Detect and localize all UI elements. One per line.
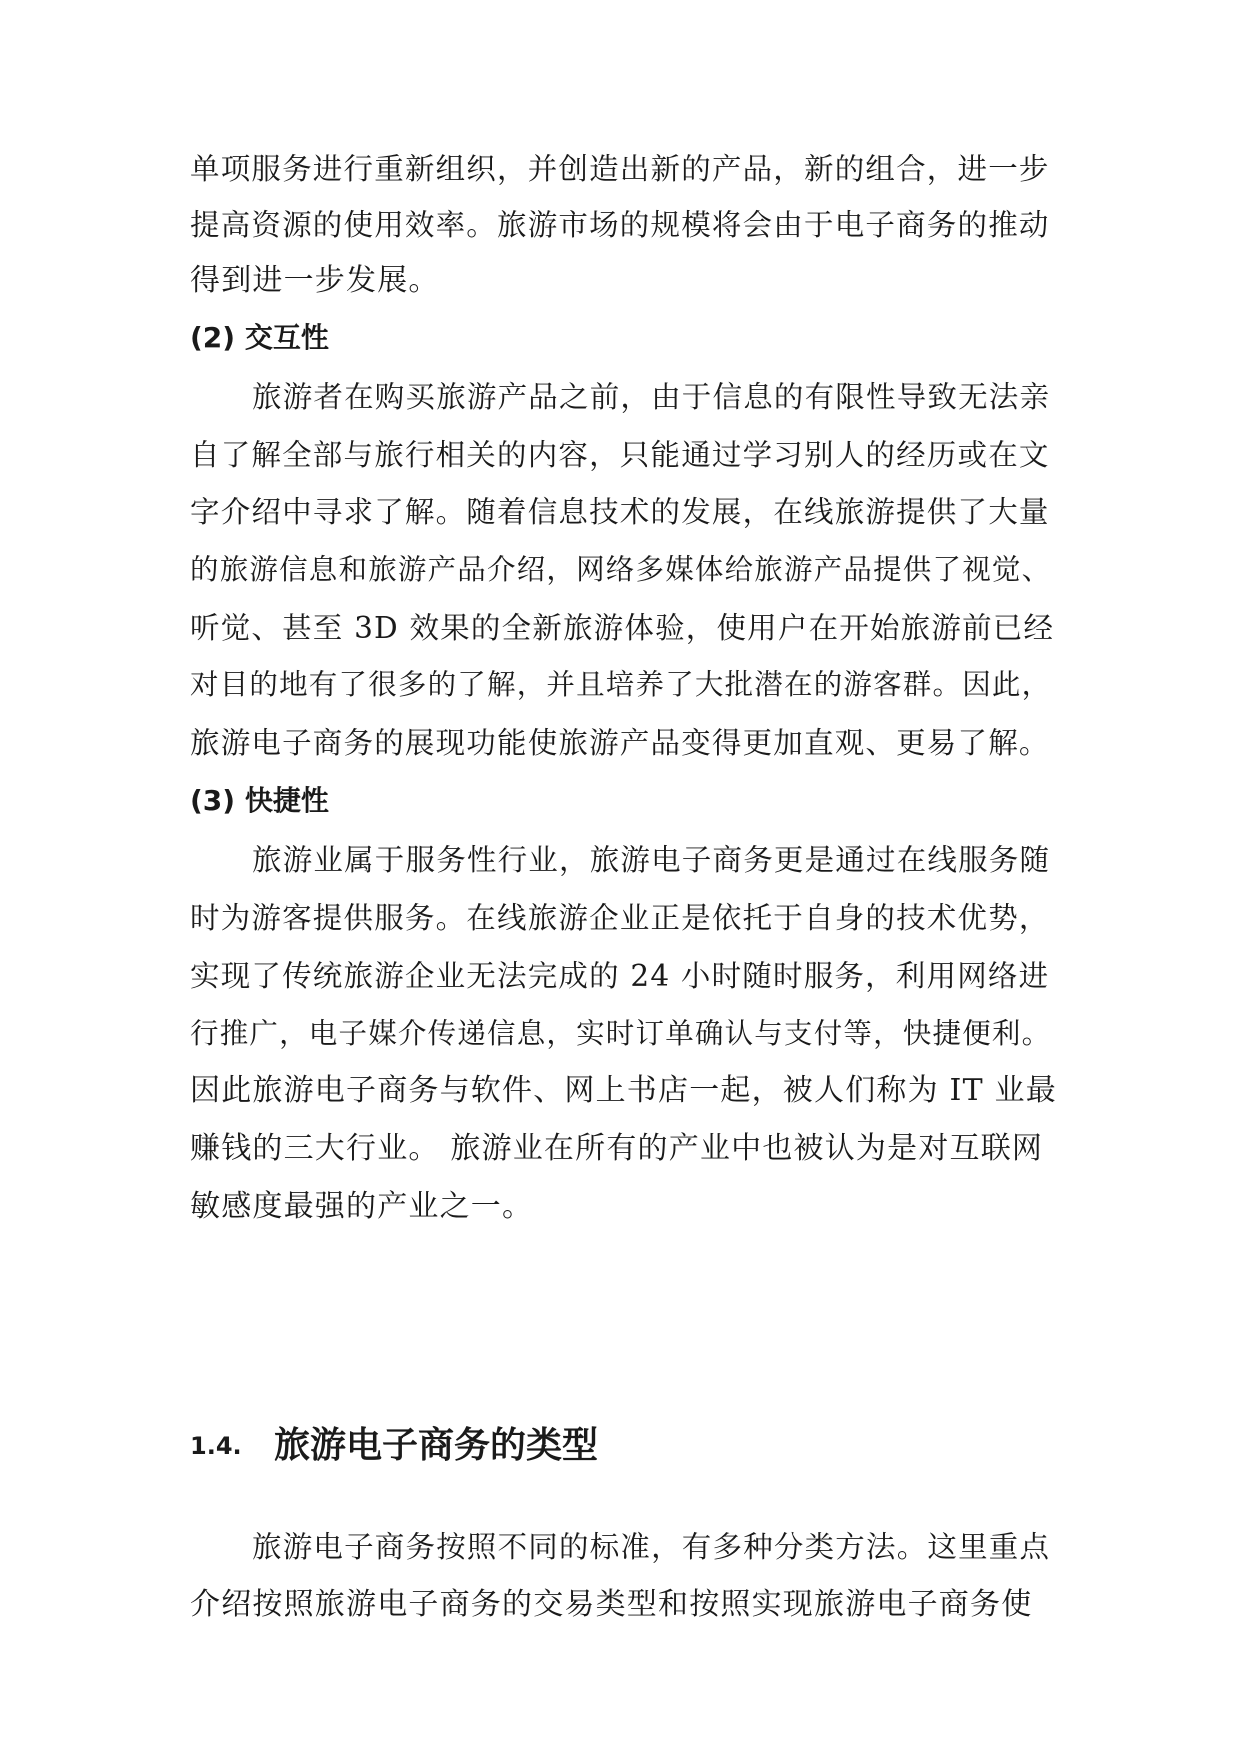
text-line: 旅游者在购买旅游产品之前，由于信息的有限性导致无法亲 bbox=[252, 380, 1051, 414]
section-title: 旅游电子商务的类型 bbox=[274, 1425, 599, 1466]
text-line: 旅游电子商务按照不同的标准，有多种分类方法。这里重点 bbox=[252, 1530, 1051, 1564]
text-line: 赚钱的三大行业。 旅游业在所有的产业中也被认为是对互联网 bbox=[190, 1131, 1044, 1166]
text-line: 介绍按照旅游电子商务的交易类型和按照实现旅游电子商务使 bbox=[190, 1587, 1033, 1622]
text-line: 行推广，电子媒介传递信息，实时订单确认与支付等，快捷便利。 bbox=[190, 1017, 1052, 1050]
section-heading-types bbox=[190, 1420, 598, 1472]
text-line: 对目的地有了很多的了解，并且培养了大批潜在的游客群。因此， bbox=[190, 668, 1052, 701]
heading-interactivity: (2) 交互性 bbox=[190, 321, 329, 354]
text-line: 提高资源的使用效率。旅游市场的规模将会由于电子商务的推动 bbox=[190, 208, 1050, 242]
section-number: 1.4. bbox=[190, 1432, 242, 1460]
text-line: 的旅游信息和旅游产品介绍，网络多媒体给旅游产品提供了视觉、 bbox=[190, 553, 1052, 586]
text-line: 旅游电子商务的展现功能使旅游产品变得更加直观、更易了解。 bbox=[190, 726, 1050, 760]
text-line: 旅游业属于服务性行业，旅游电子商务更是通过在线服务随 bbox=[252, 843, 1051, 877]
text-line: 因此旅游电子商务与软件、网上书店一起，被人们称为 IT 业最 bbox=[190, 1073, 1057, 1108]
text-line: 时为游客提供服务。在线旅游企业正是依托于自身的技术优势， bbox=[190, 901, 1050, 935]
text-line: 单项服务进行重新组织，并创造出新的产品，新的组合，进一步 bbox=[190, 152, 1050, 186]
text-line: 听觉、甚至 3D 效果的全新旅游体验，使用户在开始旅游前已经 bbox=[190, 611, 1055, 645]
heading-convenience: (3) 快捷性 bbox=[190, 784, 329, 817]
text-line: 字介绍中寻求了解。随着信息技术的发展，在线旅游提供了大量 bbox=[190, 495, 1050, 529]
text-line: 敏感度最强的产业之一。 bbox=[190, 1189, 534, 1224]
text-line: 自了解全部与旅行相关的内容，只能通过学习别人的经历或在文 bbox=[190, 438, 1050, 472]
text-line: 得到进一步发展。 bbox=[190, 263, 440, 298]
text-line: 实现了传统旅游企业无法完成的 24 小时随时服务，利用网络进 bbox=[190, 959, 1050, 993]
